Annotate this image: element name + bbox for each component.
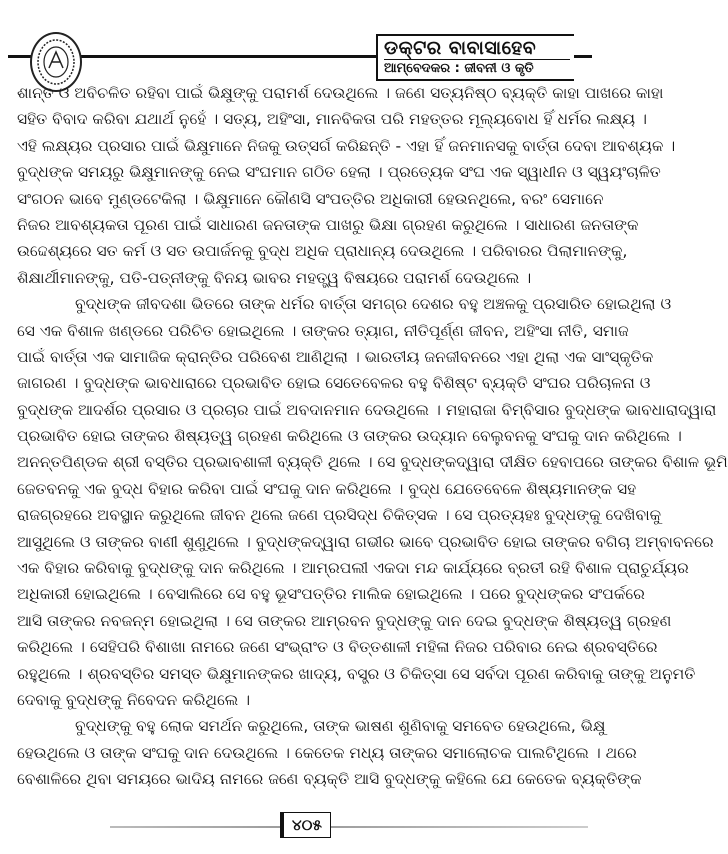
text-line: ପ୍ରଭାବିତ ହୋଇ ତାଙ୍କର ଶିଷ୍ୟତ୍ୱ ଗ୍ରହଣ କରିଥିଲେ ଓ ତାଙ୍କର ଉଦ୍ୟାନ ବେଲୁବନକୁ ସଂଘକୁ ଦାନ କରିଥିଲେ । bbox=[17, 427, 682, 446]
text-line: ଏହି ଲକ୍ଷ୍ୟର ପ୍ରସାର ପାଇଁ ଭିକ୍ଷୁମାନେ ନିଜକୁ ଉତ୍ସର୍ଗ କରିଛନ୍ତି - ଏହା ହିଁ ଜନମାନସକୁ ବାର୍ତ୍ତା ଦେବା ଆବଶ୍ୟକ । bbox=[17, 136, 676, 155]
text-line: ଜାଗରଣ । ବୁଦ୍ଧଙ୍କ ଭାବଧାରାରେ ପ୍ରଭାବିତ ହୋଇ ସେତେବେଳର ବହୁ ବିଶିଷ୍ଟ ବ୍ୟକ୍ତି ସଂଘର ପରିଚାଳନା ଓ bbox=[17, 374, 651, 393]
text-line: ଶାନ୍ତ ଓ ଅବିଚଳିତ ରହିବା ପାଇଁ ଭିକ୍ଷୁଙ୍କୁ ପରାମର୍ଶ ଦେଉଥିଲେ । ଜଣେ ସତ୍ୟନିଷ୍ଠ ବ୍ୟକ୍ତି କାହା ପାଖରେ କାହା bbox=[17, 84, 664, 102]
text-line: ରହୁଥିଲେ । ଶ୍ରବସ୍ତିର ସମସ୍ତ ଭିକ୍ଷୁମାନଙ୍କର ଖାଦ୍ୟ, ବସ୍ତ୍ର ଓ ଚିକିତ୍ସା ସେ ସର୍ବଦା ପୂରଣ କରିବାକୁ ତାଙ୍କୁ ଅନୁମତି bbox=[17, 664, 696, 683]
text-line: ବୁଦ୍ଧଙ୍କ ସମୟରୁ ଭିକ୍ଷୁମାନଙ୍କୁ ନେଇ ସଂଘମାନ ଗଠିତ ହେଲା । ପ୍ରତ୍ୟେକ ସଂଘ ଏକ ସ୍ୱାଧୀନ ଓ ସ୍ୱୟଂଚାଳିତ bbox=[17, 163, 661, 182]
text-line: ହେଉଥିଲେ ଓ ତାଙ୍କ ସଂଘକୁ ଦାନ ଦେଉଥିଲେ । କେତେକ ମଧ୍ୟ ତାଙ୍କର ସମାଲୋଚକ ପାଲଟିଥିଲେ । ଥରେ bbox=[17, 743, 637, 762]
text-line: କରିଥିଲେ । ସେହିପରି ବିଶାଖା ନାମରେ ଜଣେ ସଂଭ୍ରାଂତ ଓ ବିତ୍ତଶାଳୀ ମହିଳା ନିଜର ପରିବାର ନେଇ ଶ୍ରବସ୍ତିରେ bbox=[17, 638, 658, 657]
text-line: ଏକ ବିହାର କରିବାକୁ ବୁଦ୍ଧଙ୍କୁ ଦାନ କରିଥିଲେ । ଆମ୍ରପଲୀ ଏକଦା ମନ୍ଦ କାର୍ଯ୍ୟରେ ବ୍ରତୀ ରହି ବିଶାଳ ପ୍ରାଚୁର୍ଯ୍ୟର bbox=[17, 559, 689, 578]
text-line: ଉଦ୍ଦେଶ୍ୟରେ ସତ କର୍ମ ଓ ସତ ଉପାର୍ଜନକୁ ବୁଦ୍ଧ ଅଧିକ ପ୍ରାଧାନ୍ୟ ଦେଉଥିଲେ । ପରିବାରର ପିଲାମାନଙ୍କୁ, bbox=[17, 242, 628, 261]
text-line: ପାଇଁ ବାର୍ତ୍ତା ଏକ ସାମାଜିକ କ୍ରାନ୍ତିର ପରିବେଶ ଆଣିଥିଲା । ଭାରତୀୟ ଜନଜୀବନରେ ଏହା ଥିଲା ଏକ ସାଂସ୍କୃତିକ bbox=[17, 347, 654, 366]
text-line: ଦେବାକୁ ବୁଦ୍ଧଙ୍କୁ ନିବେଦନ କରିଥିଲେ । bbox=[17, 690, 251, 709]
page-number: ୪୦୫ bbox=[280, 812, 331, 838]
book-subtitle: ଆମ୍ବେଦକର : ଜୀବନୀ ଓ କୃତି bbox=[384, 59, 570, 77]
text-line: ବୁଦ୍ଧଙ୍କ ଆଦର୍ଶର ପ୍ରସାର ଓ ପ୍ରଚାର ପାଇଁ ଅବଦାନମାନ ଦେଉଥିଲେ । ମହାରାଜା ବିମ୍ବିସାର ବୁଦ୍ଧଙ୍କ ଭାବଧାରାଦ୍ୱାରା bbox=[17, 400, 717, 419]
footer-rule bbox=[110, 826, 588, 828]
text-line: ଶିକ୍ଷାର୍ଥୀମାନଙ୍କୁ, ପତି-ପତ୍ନୀଙ୍କୁ ବିନୟ ଭାବର ମହତ୍ତ୍ୱ ବିଷୟରେ ପରାମର୍ଶ ଦେଉଥିଲେ । bbox=[17, 268, 532, 287]
text-line: ବୁଦ୍ଧଙ୍କ ଜୀବଦଶା ଭିତରେ ତାଙ୍କ ଧର୍ମର ବାର୍ତ୍ତା ସମଗ୍ର ଦେଶର ବହୁ ଅଞ୍ଚଳକୁ ପ୍ରସାରିତ ହୋଇଥିଲା ଓ bbox=[75, 295, 672, 314]
book-title: ଡକ୍ଟର ବାବାସାହେବ bbox=[384, 37, 537, 59]
text-line: ବେଶାଳିରେ ଥିବା ସମୟରେ ଭାଦିୟ ନାମରେ ଜଣେ ବ୍ୟକ୍ତି ଆସି ବୁଦ୍ଧଙ୍କୁ କହିଲେ ଯେ କେତେକ ବ୍ୟକ୍ତିଙ୍କ bbox=[17, 770, 642, 789]
text-line: ଜେତବନକୁ ଏକ ବୁଦ୍ଧ ବିହାର କରିବା ପାଇଁ ସଂଘକୁ ଦାନ କରିଥିଲେ । ବୁଦ୍ଧ ଯେତେବେଳେ ଶିଷ୍ୟମାନଙ୍କ ସହ bbox=[17, 479, 637, 498]
text-line: ନିଜର ଆବଶ୍ୟକତା ପୂରଣ ପାଇଁ ସାଧାରଣ ଜନତାଙ୍କ ପାଖରୁ ଭିକ୍ଷା ଗ୍ରହଣ କରୁଥିଲେ । ସାଧାରଣ ଜନତାଙ୍କ bbox=[17, 215, 639, 234]
text-line: ବୁଦ୍ଧଙ୍କୁ ବହୁ ଲୋକ ସମର୍ଥନ କରୁଥିଲେ, ତାଙ୍କ ଭାଷଣ ଶୁଣିବାକୁ ସମବେତ ହେଉଥିଲେ, ଭିକ୍ଷୁ bbox=[75, 717, 606, 736]
text-line: ଆସି ତାଙ୍କର ନବଜନ୍ମ ହୋଇଥିଲା । ସେ ତାଙ୍କର ଆମ୍ରବନ ବୁଦ୍ଧଙ୍କୁ ଦାନ ଦେଇ ବୁଦ୍ଧଙ୍କ ଶିଷ୍ୟତ୍ୱ ଗ୍ରହଣ bbox=[17, 611, 672, 630]
text-line: ସେ ଏକ ବିଶାଳ ଖଣ୍ଡରେ ପରିଚିତ ହୋଇଥିଲେ । ତାଙ୍କର ତ୍ୟାଗ, ନୀତିପୂର୍ଣ୍ଣ ଜୀବନ, ଅହିଂସା ନୀତି, ସମାଜ bbox=[17, 321, 629, 340]
text-line: ଆସୁଥିଲେ ଓ ତାଙ୍କର ବାଣୀ ଶୁଣୁଥିଲେ । ବୁଦ୍ଧଙ୍କଦ୍ୱାରା ଗଭୀର ଭାବେ ପ୍ରଭାବିତ ହୋଇ ତାଙ୍କର ବଗିଚା ଅମ୍ବାବନରେ bbox=[17, 532, 714, 551]
text-line: ସହିତ ବିବାଦ କରିବା ଯଥାର୍ଥ ନୁହେଁ । ସତ୍ୟ, ଅହିଂସା, ମାନବିକତା ପରି ମହତ୍ତର ମୂଲ୍ୟବୋଧ ହିଁ ଧର୍ମର ଲକ୍ଷ୍ୟ । bbox=[17, 110, 647, 129]
text-line: ସଂଗଠନ ଭାବେ ମୁଣ୍ଡଟେକିଲା । ଭିକ୍ଷୁମାନେ କୌଣସି ସଂପତ୍ତିର ଅଧିକାରୀ ହେଉନଥିଲେ, ବରଂ ସେମାନେ bbox=[17, 189, 604, 208]
text-line: ଅଧିକାରୀ ହୋଇଥିଲେ । ବେସାଲିରେ ସେ ବହୁ ଭୂସଂପତ୍ତିର ମାଲିକ ହୋଇଥିଲେ । ପରେ ବୁଦ୍ଧଙ୍କର ସଂପର୍କରେ bbox=[17, 585, 645, 604]
book-title-box bbox=[376, 34, 574, 81]
text-line: ରାଜଗ୍ରହରେ ଅବସ୍ଥାନ କରୁଥିଲେ ଜୀବନ ଥିଲେ ଜଣେ ପ୍ରସିଦ୍ଧ ଚିକିତ୍ସକ । ସେ ପ୍ରତ୍ୟହଃ ବୁଦ୍ଧଙ୍କୁ ଦେଖିବାକୁ bbox=[17, 506, 662, 525]
text-line: ଅନନ୍ତପିଣ୍ଡକ ଶ୍ରୀ ବସ୍ତିର ପ୍ରଭାବଶାଳୀ ବ୍ୟକ୍ତି ଥିଲେ । ସେ ବୁଦ୍ଧଙ୍କଦ୍ୱାରା ଦୀକ୍ଷିତ ହେବାପରେ ତାଙ୍କର ବିଶାଳ ଭୂମି bbox=[17, 453, 728, 472]
page-body-text bbox=[17, 80, 728, 793]
